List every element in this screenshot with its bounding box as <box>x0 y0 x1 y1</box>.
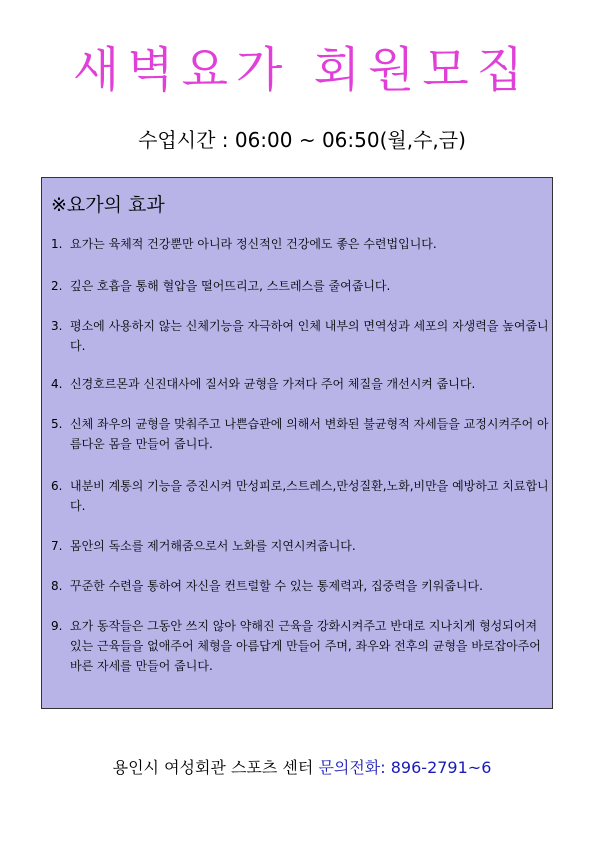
effect-number: 7. <box>51 539 63 553</box>
effect-number: 4. <box>51 377 63 391</box>
class-schedule: 수업시간 : 06:00 ~ 06:50(월,수,금) <box>138 128 466 152</box>
effect-item <box>51 374 551 394</box>
effect-item <box>51 316 551 356</box>
effects-heading: ※요가의 효과 <box>51 194 165 216</box>
yoga-effects-panel <box>41 177 553 709</box>
effect-number: 1. <box>51 237 63 251</box>
effect-text: 꾸준한 수련을 통하여 자신을 컨트럴할 수 있는 통제력과, 집중력을 키워줍니다. <box>70 579 483 593</box>
contact-phone: 896-2791~6 <box>390 758 492 777</box>
effect-text: 내분비 계통의 기능을 증진시켜 만성피로,스트레스,만성질환,노화,비만을 예방하고 치료합니다. <box>70 479 549 513</box>
effect-text: 신체 좌우의 균형을 맞춰주고 나쁜습관에 의해서 변화된 불균형적 자세들을 교정시켜주어 아름다운 몸을 만들어 줍니다. <box>70 417 549 451</box>
effect-text: 요가는 육체적 건강뿐만 아니라 정신적인 건강에도 좋은 수련법입니다. <box>70 237 437 251</box>
effect-item <box>51 414 551 454</box>
effect-text: 신경호르몬과 신진대사에 질서와 균형을 가져다 주어 체질을 개선시켜 줍니다. <box>70 377 476 391</box>
effect-item <box>51 476 551 516</box>
effect-number: 6. <box>51 479 63 493</box>
effect-number: 3. <box>51 319 63 333</box>
effect-text: 몸안의 독소를 제거해줌으로서 노화를 지연시켜줍니다. <box>70 539 356 553</box>
footer-contact <box>0 757 604 779</box>
contact-label: 문의전화: <box>318 758 386 777</box>
effect-text: 깊은 호흡을 통해 혈압을 떨어뜨리고, 스트레스를 줄여줍니다. <box>70 279 391 293</box>
effect-item <box>51 276 551 296</box>
effect-number: 5. <box>51 417 63 431</box>
effect-item <box>51 576 551 596</box>
effect-number: 9. <box>51 619 63 633</box>
effect-item <box>51 616 551 676</box>
effect-item <box>51 536 551 556</box>
effect-text: 평소에 사용하지 않는 신체기능을 자극하여 인체 내부의 면역성과 세포의 자생력을 높여줍니다. <box>70 319 549 353</box>
organization-name: 용인시 여성회관 스포츠 센터 <box>112 758 314 777</box>
effect-item <box>51 234 551 254</box>
effect-number: 8. <box>51 579 63 593</box>
effect-text: 요가 동작들은 그동안 쓰지 않아 약해진 근육을 강화시켜주고 반대로 지나치게 형성되어져 있는 근육들을 없애주어 체형을 아름답게 만들어 주며, 좌우와 전후의 균형을 바로잡아주어 바른 자세를 만들어 줍니다. <box>70 619 541 673</box>
effect-number: 2. <box>51 279 63 293</box>
page-title: 새벽요가 회원모집 <box>72 42 532 98</box>
